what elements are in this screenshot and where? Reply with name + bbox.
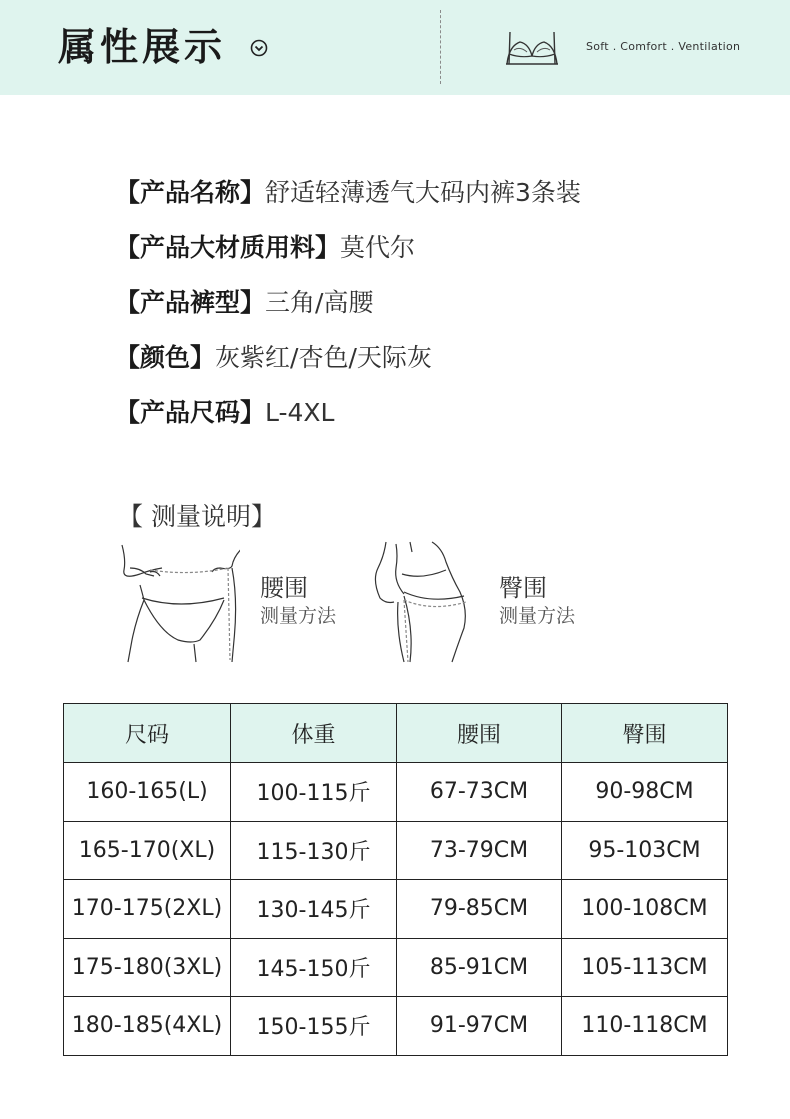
cell-size: 175-180(3XL) bbox=[64, 938, 231, 997]
cell-hip: 105-113CM bbox=[562, 938, 728, 997]
header-banner bbox=[0, 0, 790, 95]
attribute-value: L-4XL bbox=[265, 398, 335, 427]
attribute-list bbox=[115, 171, 581, 446]
cell-weight: 150-155斤 bbox=[231, 997, 397, 1056]
table-row bbox=[64, 938, 728, 997]
cell-hip: 90-98CM bbox=[562, 763, 728, 822]
cell-size: 170-175(2XL) bbox=[64, 880, 231, 939]
waist-figure-title: 腰围 bbox=[260, 574, 308, 602]
attribute-label: 【产品名称】 bbox=[115, 178, 266, 207]
table-row bbox=[64, 880, 728, 939]
attribute-value: 灰紫红/杏色/天际灰 bbox=[215, 343, 432, 372]
cell-hip: 95-103CM bbox=[562, 821, 728, 880]
attribute-row-color bbox=[115, 336, 581, 391]
table-row bbox=[64, 763, 728, 822]
table-row bbox=[64, 997, 728, 1056]
cell-weight: 115-130斤 bbox=[231, 821, 397, 880]
attribute-row-material bbox=[115, 226, 581, 281]
attribute-label: 【产品大材质用料】 bbox=[115, 233, 341, 262]
attribute-value: 三角/高腰 bbox=[265, 288, 374, 317]
attribute-row-style bbox=[115, 281, 581, 336]
page-title: 属性展示 bbox=[58, 25, 227, 69]
table-header-row bbox=[64, 704, 728, 763]
cell-size: 160-165(L) bbox=[64, 763, 231, 822]
cell-waist: 91-97CM bbox=[397, 997, 562, 1056]
size-chart-table bbox=[63, 703, 728, 1056]
attribute-row-size bbox=[115, 391, 581, 446]
column-header-waist: 腰围 bbox=[397, 704, 562, 763]
cell-waist: 79-85CM bbox=[397, 880, 562, 939]
hip-figure-title: 臀围 bbox=[499, 574, 547, 602]
waist-measurement-illustration bbox=[120, 540, 240, 665]
attribute-row-name bbox=[115, 171, 581, 226]
hip-measurement-illustration bbox=[370, 540, 495, 665]
bra-icon bbox=[503, 28, 561, 68]
cell-waist: 67-73CM bbox=[397, 763, 562, 822]
attribute-label: 【颜色】 bbox=[115, 343, 216, 372]
measurement-title: 【 测量说明】 bbox=[118, 502, 276, 531]
cell-size: 180-185(4XL) bbox=[64, 997, 231, 1056]
attribute-value: 舒适轻薄透气大码内裤3条装 bbox=[265, 178, 581, 207]
attribute-value: 莫代尔 bbox=[340, 233, 416, 262]
cell-weight: 130-145斤 bbox=[231, 880, 397, 939]
cell-waist: 73-79CM bbox=[397, 821, 562, 880]
cell-weight: 145-150斤 bbox=[231, 938, 397, 997]
cell-hip: 100-108CM bbox=[562, 880, 728, 939]
column-header-weight: 体重 bbox=[231, 704, 397, 763]
cell-size: 165-170(XL) bbox=[64, 821, 231, 880]
waist-figure-subtitle: 测量方法 bbox=[260, 605, 337, 627]
column-header-hip: 臀围 bbox=[562, 704, 728, 763]
cell-hip: 110-118CM bbox=[562, 997, 728, 1056]
chevron-down-circle-icon bbox=[250, 39, 268, 57]
table-row bbox=[64, 821, 728, 880]
attribute-label: 【产品尺码】 bbox=[115, 398, 266, 427]
attribute-label: 【产品裤型】 bbox=[115, 288, 266, 317]
cell-waist: 85-91CM bbox=[397, 938, 562, 997]
hip-figure-subtitle: 测量方法 bbox=[499, 605, 576, 627]
cell-weight: 100-115斤 bbox=[231, 763, 397, 822]
header-divider bbox=[440, 10, 441, 84]
column-header-size: 尺码 bbox=[64, 704, 231, 763]
tagline: Soft . Comfort . Ventilation bbox=[586, 40, 741, 53]
